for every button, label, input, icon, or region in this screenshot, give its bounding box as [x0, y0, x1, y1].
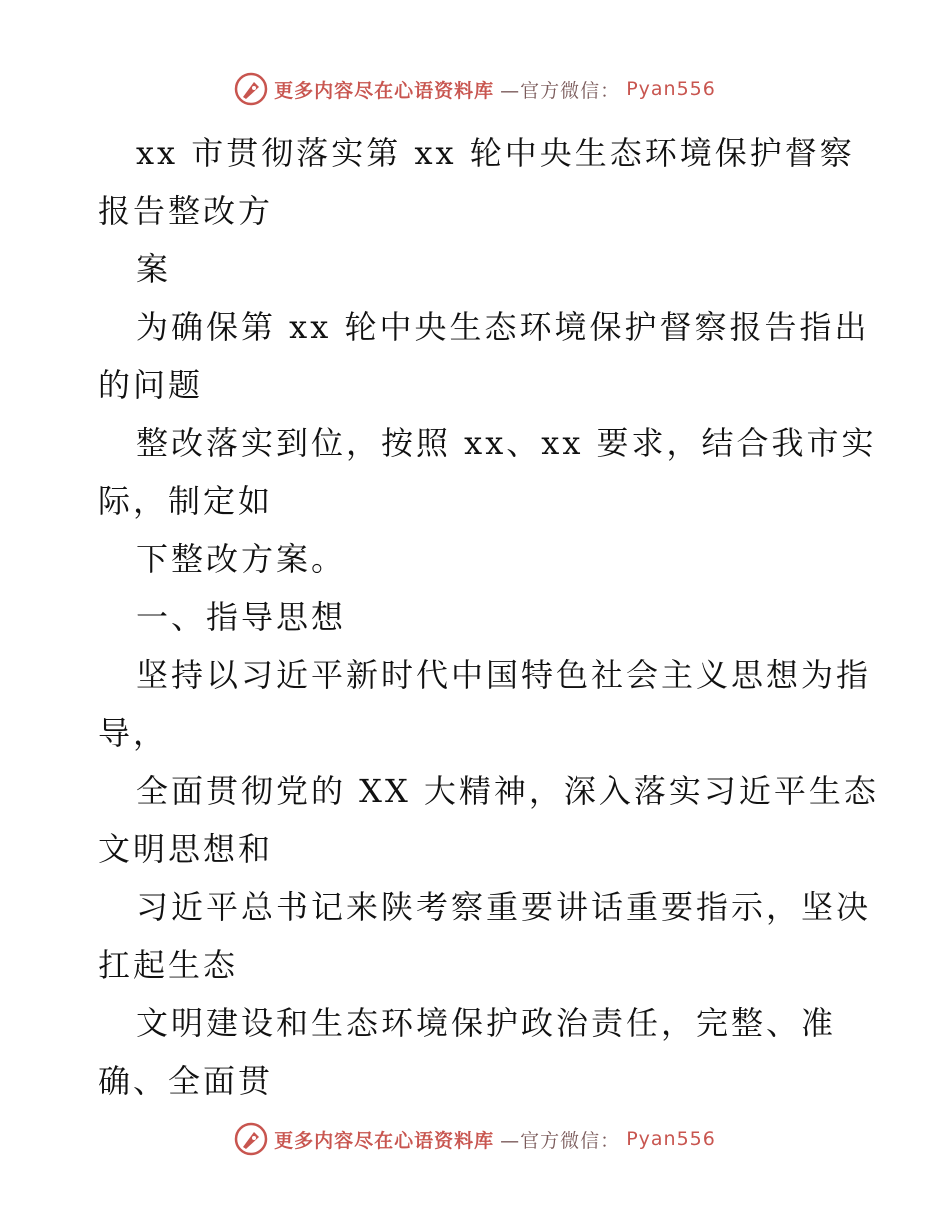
text-line: 全面贯彻党的 XX 大精神，深入落实习近平生态: [136, 772, 879, 810]
text-line: 文明建设和生态环境保护政治责任，完整、准: [136, 1004, 837, 1042]
text-line: 报告整改方: [98, 192, 274, 230]
text-line: 导，: [98, 714, 169, 752]
text-line: 为确保第 xx 轮中央生态环境保护督察报告指出: [136, 308, 870, 346]
text-line: 文明思想和: [98, 830, 274, 868]
text-line: 坚持以习近平新时代中国特色社会主义思想为指: [136, 656, 872, 694]
watermark-lead: 更多内容尽在心语资料库: [274, 1129, 495, 1152]
pen-nib-seal-icon: [234, 72, 268, 106]
pen-nib-seal-icon: [234, 1122, 268, 1156]
text-line: 下整改方案。: [136, 540, 347, 578]
watermark-tail: —官方微信：: [500, 1129, 621, 1152]
header-watermark: [0, 72, 950, 106]
watermark-id: Pyan556: [626, 78, 716, 100]
watermark-lead: 更多内容尽在心语资料库: [274, 79, 495, 102]
text-line: 确、全面贯: [98, 1062, 274, 1100]
text-line: xx 市贯彻落实第 xx 轮中央生态环境保护督察: [136, 134, 855, 172]
text-line: 习近平总书记来陕考察重要讲话重要指示，坚决: [136, 888, 872, 926]
text-line: 案: [136, 250, 172, 288]
watermark-tail: —官方微信：: [500, 79, 621, 102]
text-line: 一、指导思想: [136, 598, 347, 636]
document-body: [98, 124, 879, 1110]
footer-watermark: [0, 1122, 950, 1156]
text-line: 际，制定如: [98, 482, 274, 520]
text-line: 扛起生态: [98, 946, 239, 984]
text-line: 的问题: [98, 366, 204, 404]
text-line: 整改落实到位，按照 xx、xx 要求，结合我市实: [136, 424, 877, 462]
watermark-id: Pyan556: [626, 1128, 716, 1150]
